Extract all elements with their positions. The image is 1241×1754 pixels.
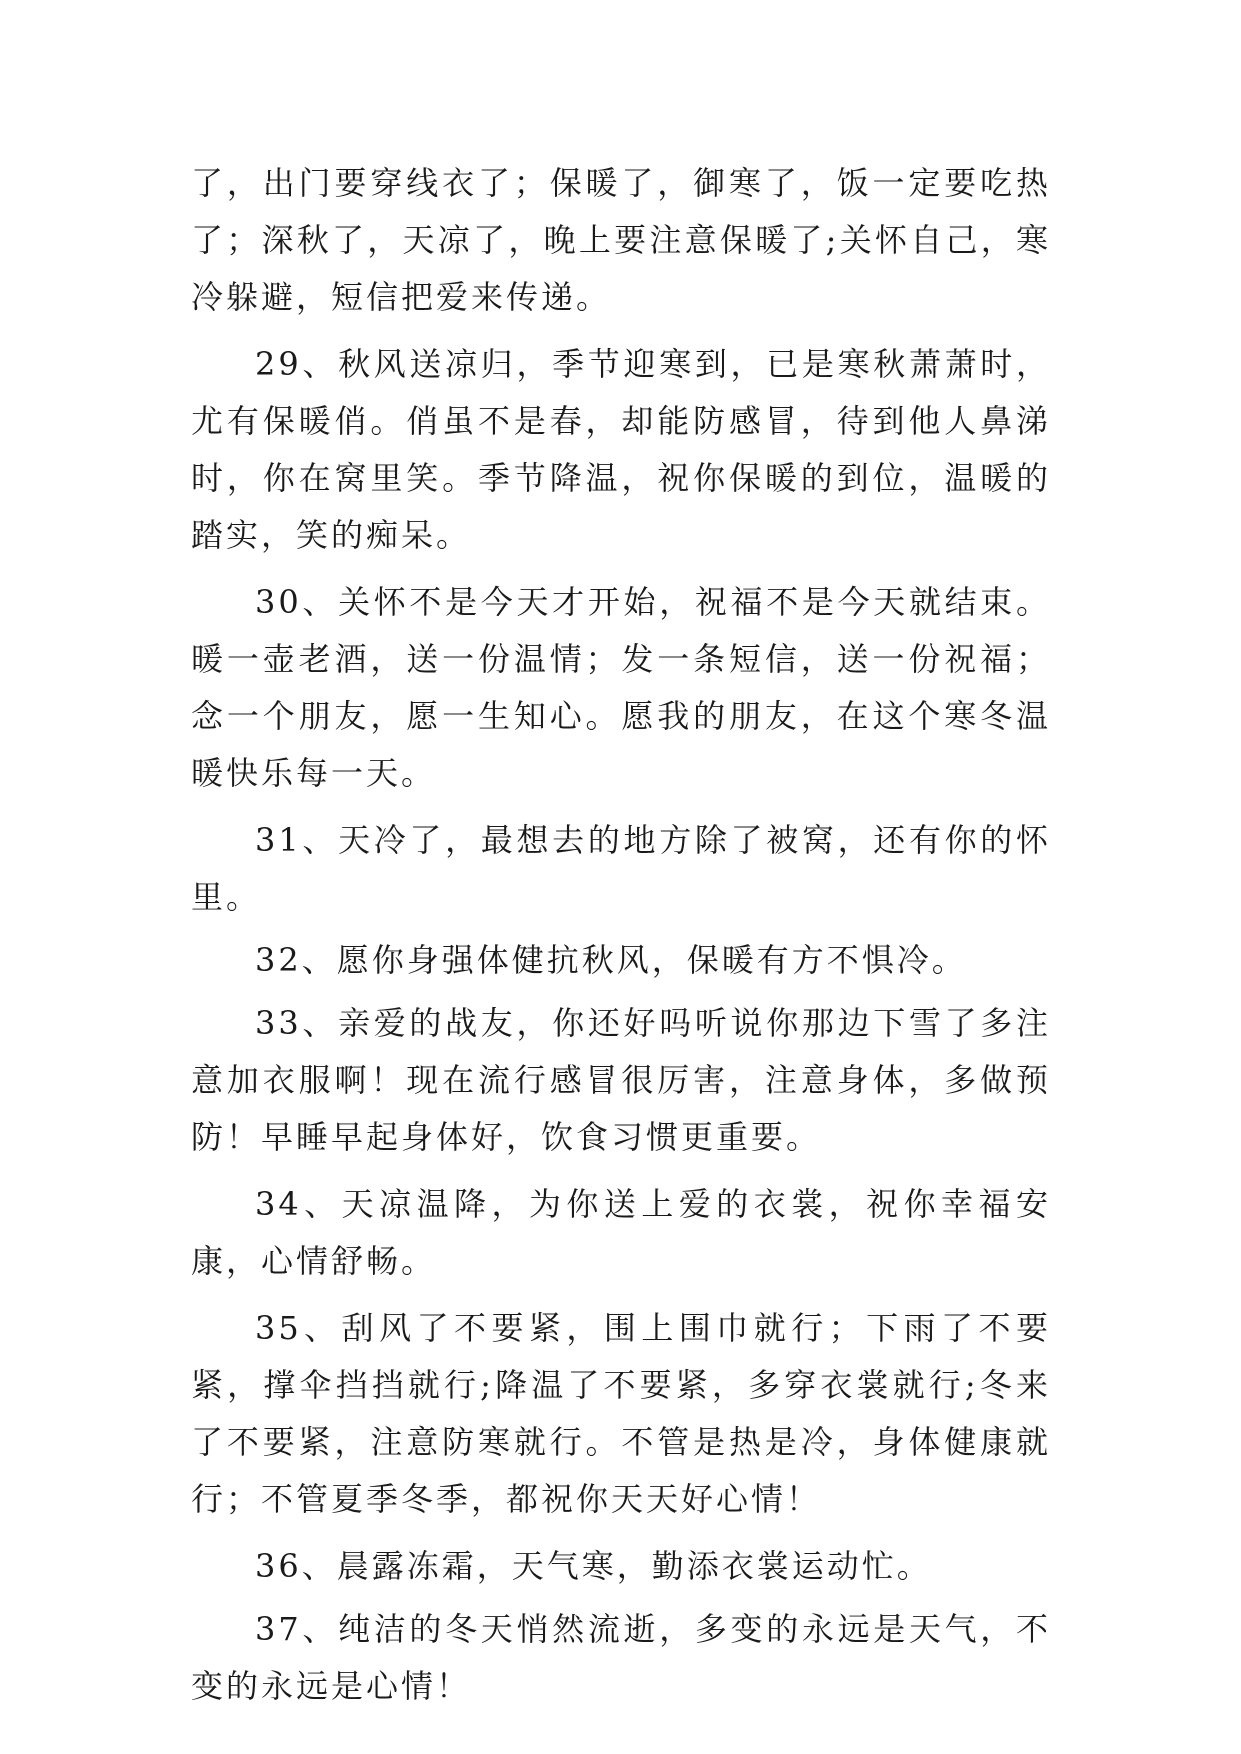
paragraph-30: 30、关怀不是今天才开始，祝福不是今天就结束。暖一壶老酒，送一份温情；发一条短信，送一份祝福；念一个朋友，愿一生知心。愿我的朋友，在这个寒冬温暖快乐每一天。 — [191, 583, 1051, 792]
paragraph-35: 35、刮风了不要紧，围上围巾就行；下雨了不要紧，撑伞挡挡就行;降温了不要紧，多穿衣裳就行;冬来了不要紧，注意防寒就行。不管是热是冷，身体健康就行；不管夏季冬季，都祝你天天好心情！ — [191, 1309, 1051, 1518]
paragraph-36: 36、晨露冻霜，天气寒，勤添衣裳运动忙。 — [255, 1547, 932, 1585]
paragraph-37: 37、纯洁的冬天悄然流逝，多变的永远是天气，不变的永远是心情！ — [191, 1610, 1051, 1705]
paragraph-33: 33、亲爱的战友，你还好吗听说你那边下雪了多注意加衣服啊！现在流行感冒很厉害，注意身体，多做预防！早睡早起身体好，饮食习惯更重要。 — [191, 1004, 1051, 1156]
paragraph-32: 32、愿你身强体健抗秋风，保暖有方不惧冷。 — [255, 941, 967, 979]
paragraph-29: 29、秋风送凉归，季节迎寒到，已是寒秋萧萧时，尤有保暖俏。俏虽不是春，却能防感冒，待到他人鼻涕时，你在窝里笑。季节降温，祝你保暖的到位，温暖的踏实，笑的痴呆。 — [191, 345, 1051, 554]
document-body — [191, 155, 1051, 1725]
paragraph-34: 34、天凉温降，为你送上爱的衣裳，祝你幸福安康，心情舒畅。 — [191, 1185, 1051, 1280]
paragraph-31: 31、天冷了，最想去的地方除了被窝，还有你的怀里。 — [191, 821, 1051, 916]
paragraph-continued: 了，出门要穿线衣了；保暖了，御寒了，饭一定要吃热了；深秋了，天凉了，晚上要注意保暖了;关怀自己，寒冷躲避，短信把爱来传递。 — [191, 164, 1051, 316]
